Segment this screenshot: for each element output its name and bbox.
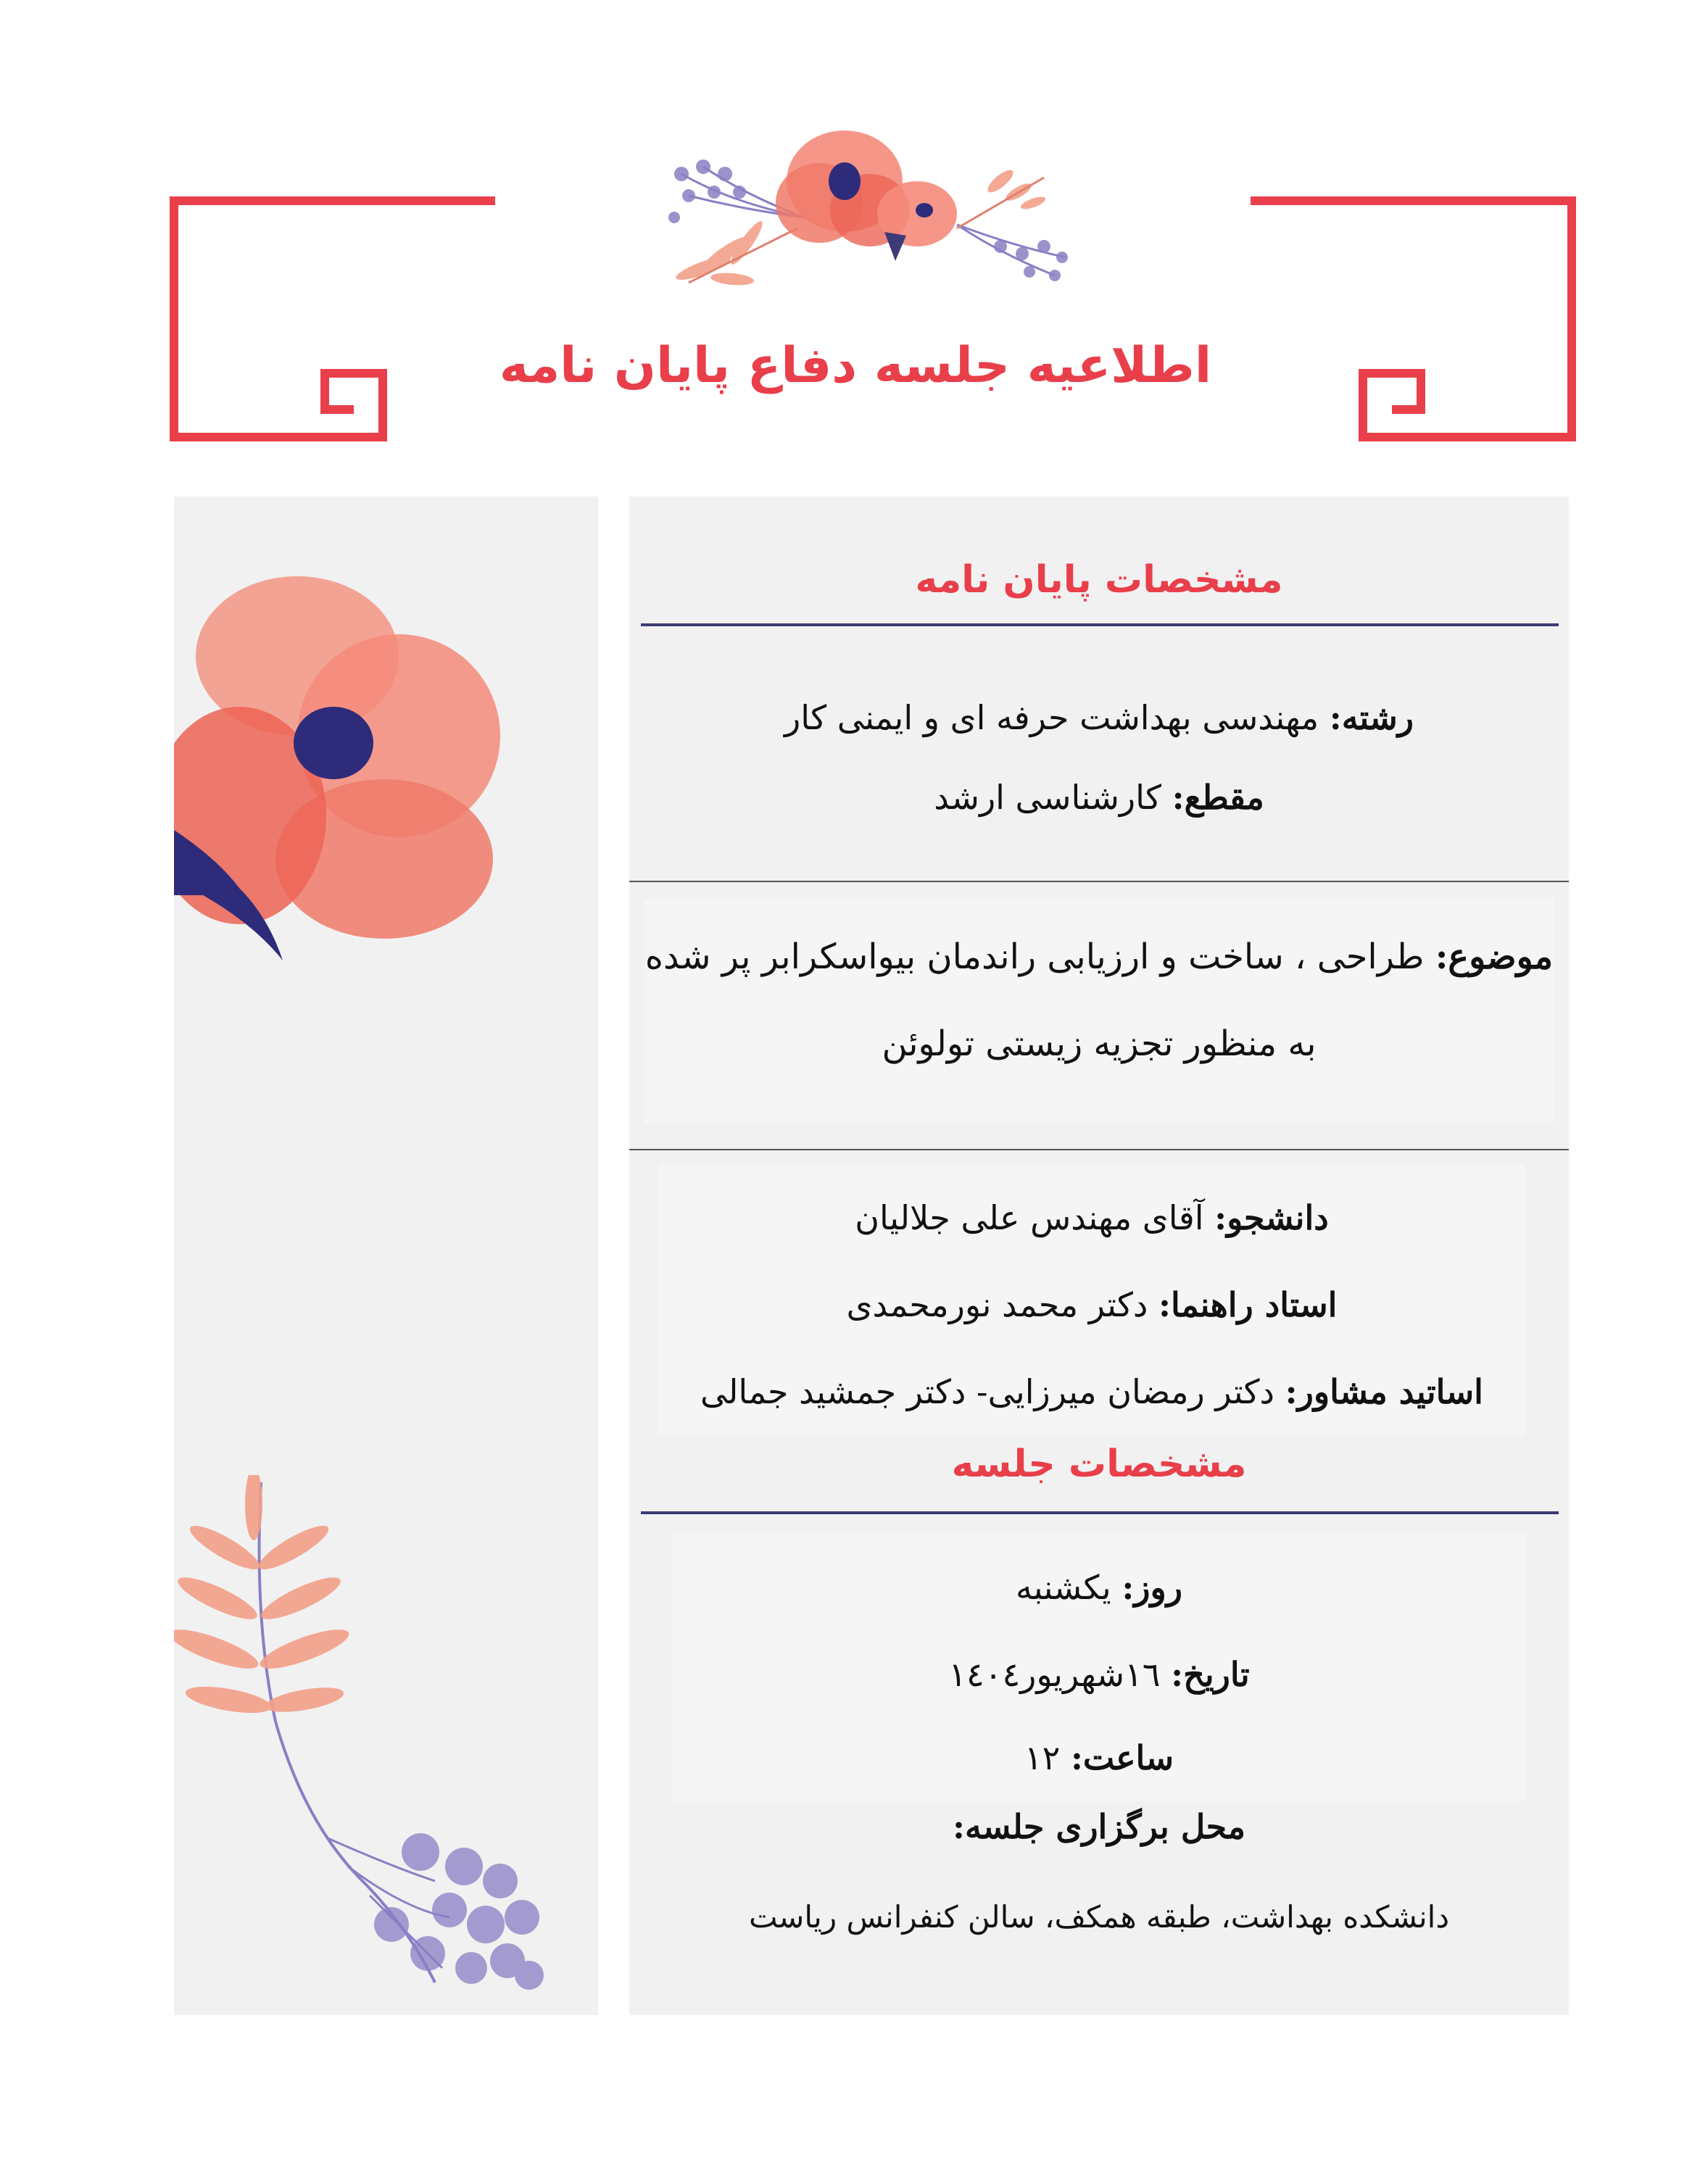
- divider: [641, 623, 1559, 626]
- frame-corner-right: [1247, 192, 1580, 446]
- degree-label: مقطع:: [1172, 778, 1264, 817]
- topic-value-2: به منظور تجزیه زیستی تولوئن: [882, 1024, 1317, 1064]
- supervisor-line: [658, 1279, 1525, 1330]
- student-label: دانشجو:: [1214, 1198, 1329, 1237]
- topic-value-1: طراحی ، ساخت و ارزیابی راندمان بیواسکرابر پر شده: [644, 937, 1425, 977]
- supervisor-value: دکتر محمد نورمحمدی: [846, 1285, 1148, 1324]
- advisors-label: اساتید مشاور:: [1285, 1372, 1483, 1411]
- poppy-flower-icon: [174, 555, 522, 960]
- date-label: تاریخ:: [1171, 1655, 1250, 1694]
- venue-label-line: [629, 1801, 1569, 1852]
- advisors-line: [658, 1366, 1525, 1417]
- time-label: ساعت:: [1070, 1738, 1174, 1777]
- student-line: [658, 1192, 1525, 1243]
- student-value: آقای مهندس علی جلالیان: [855, 1198, 1204, 1237]
- session-card: [673, 1533, 1525, 1801]
- fern-leaf-icon: [174, 1475, 598, 2011]
- day-line: [673, 1562, 1525, 1613]
- main-content-panel: [629, 497, 1569, 2015]
- side-decoration-panel: [174, 497, 598, 2015]
- divider: [629, 1149, 1569, 1150]
- poppy-flower-icon: [638, 101, 1102, 312]
- divider: [641, 1511, 1559, 1514]
- time-line: [673, 1732, 1525, 1783]
- field-line: [629, 692, 1569, 743]
- advisors-value: دکتر رمضان میرزایی- دکتر جمشید جمالی: [700, 1372, 1275, 1411]
- venue-value: دانشکده بهداشت، طبقه همکف، سالن کنفرانس ریاست: [748, 1899, 1450, 1935]
- supervisor-label: استاد راهنما:: [1158, 1285, 1338, 1324]
- venue-value-line: [629, 1892, 1569, 1943]
- session-section-heading: مشخصات جلسه: [951, 1442, 1247, 1486]
- day-value: یکشنبه: [1016, 1568, 1111, 1607]
- divider: [629, 881, 1569, 882]
- date-line: [673, 1649, 1525, 1700]
- topic-line-1: [644, 931, 1554, 982]
- time-value: ١٢: [1024, 1738, 1061, 1777]
- date-value: ١٦شهریور١٤٠٤: [948, 1655, 1161, 1694]
- field-value: مهندسی بهداشت حرفه ای و ایمنی کار: [784, 698, 1319, 737]
- topic-label: موضوع:: [1435, 937, 1554, 977]
- degree-line: [629, 772, 1569, 823]
- day-label: روز:: [1122, 1568, 1182, 1607]
- people-card: [658, 1163, 1525, 1435]
- field-label: رشته:: [1329, 698, 1414, 737]
- venue-label: محل برگزاری جلسه:: [952, 1807, 1245, 1846]
- topic-line-2: [644, 1018, 1554, 1069]
- thesis-section-heading: مشخصات پایان نامه: [915, 558, 1283, 602]
- topic-card: [644, 899, 1554, 1124]
- degree-value: کارشناسی ارشد: [934, 778, 1162, 817]
- page-title: اطلاعیه جلسه دفاع پایان نامه: [499, 337, 1212, 394]
